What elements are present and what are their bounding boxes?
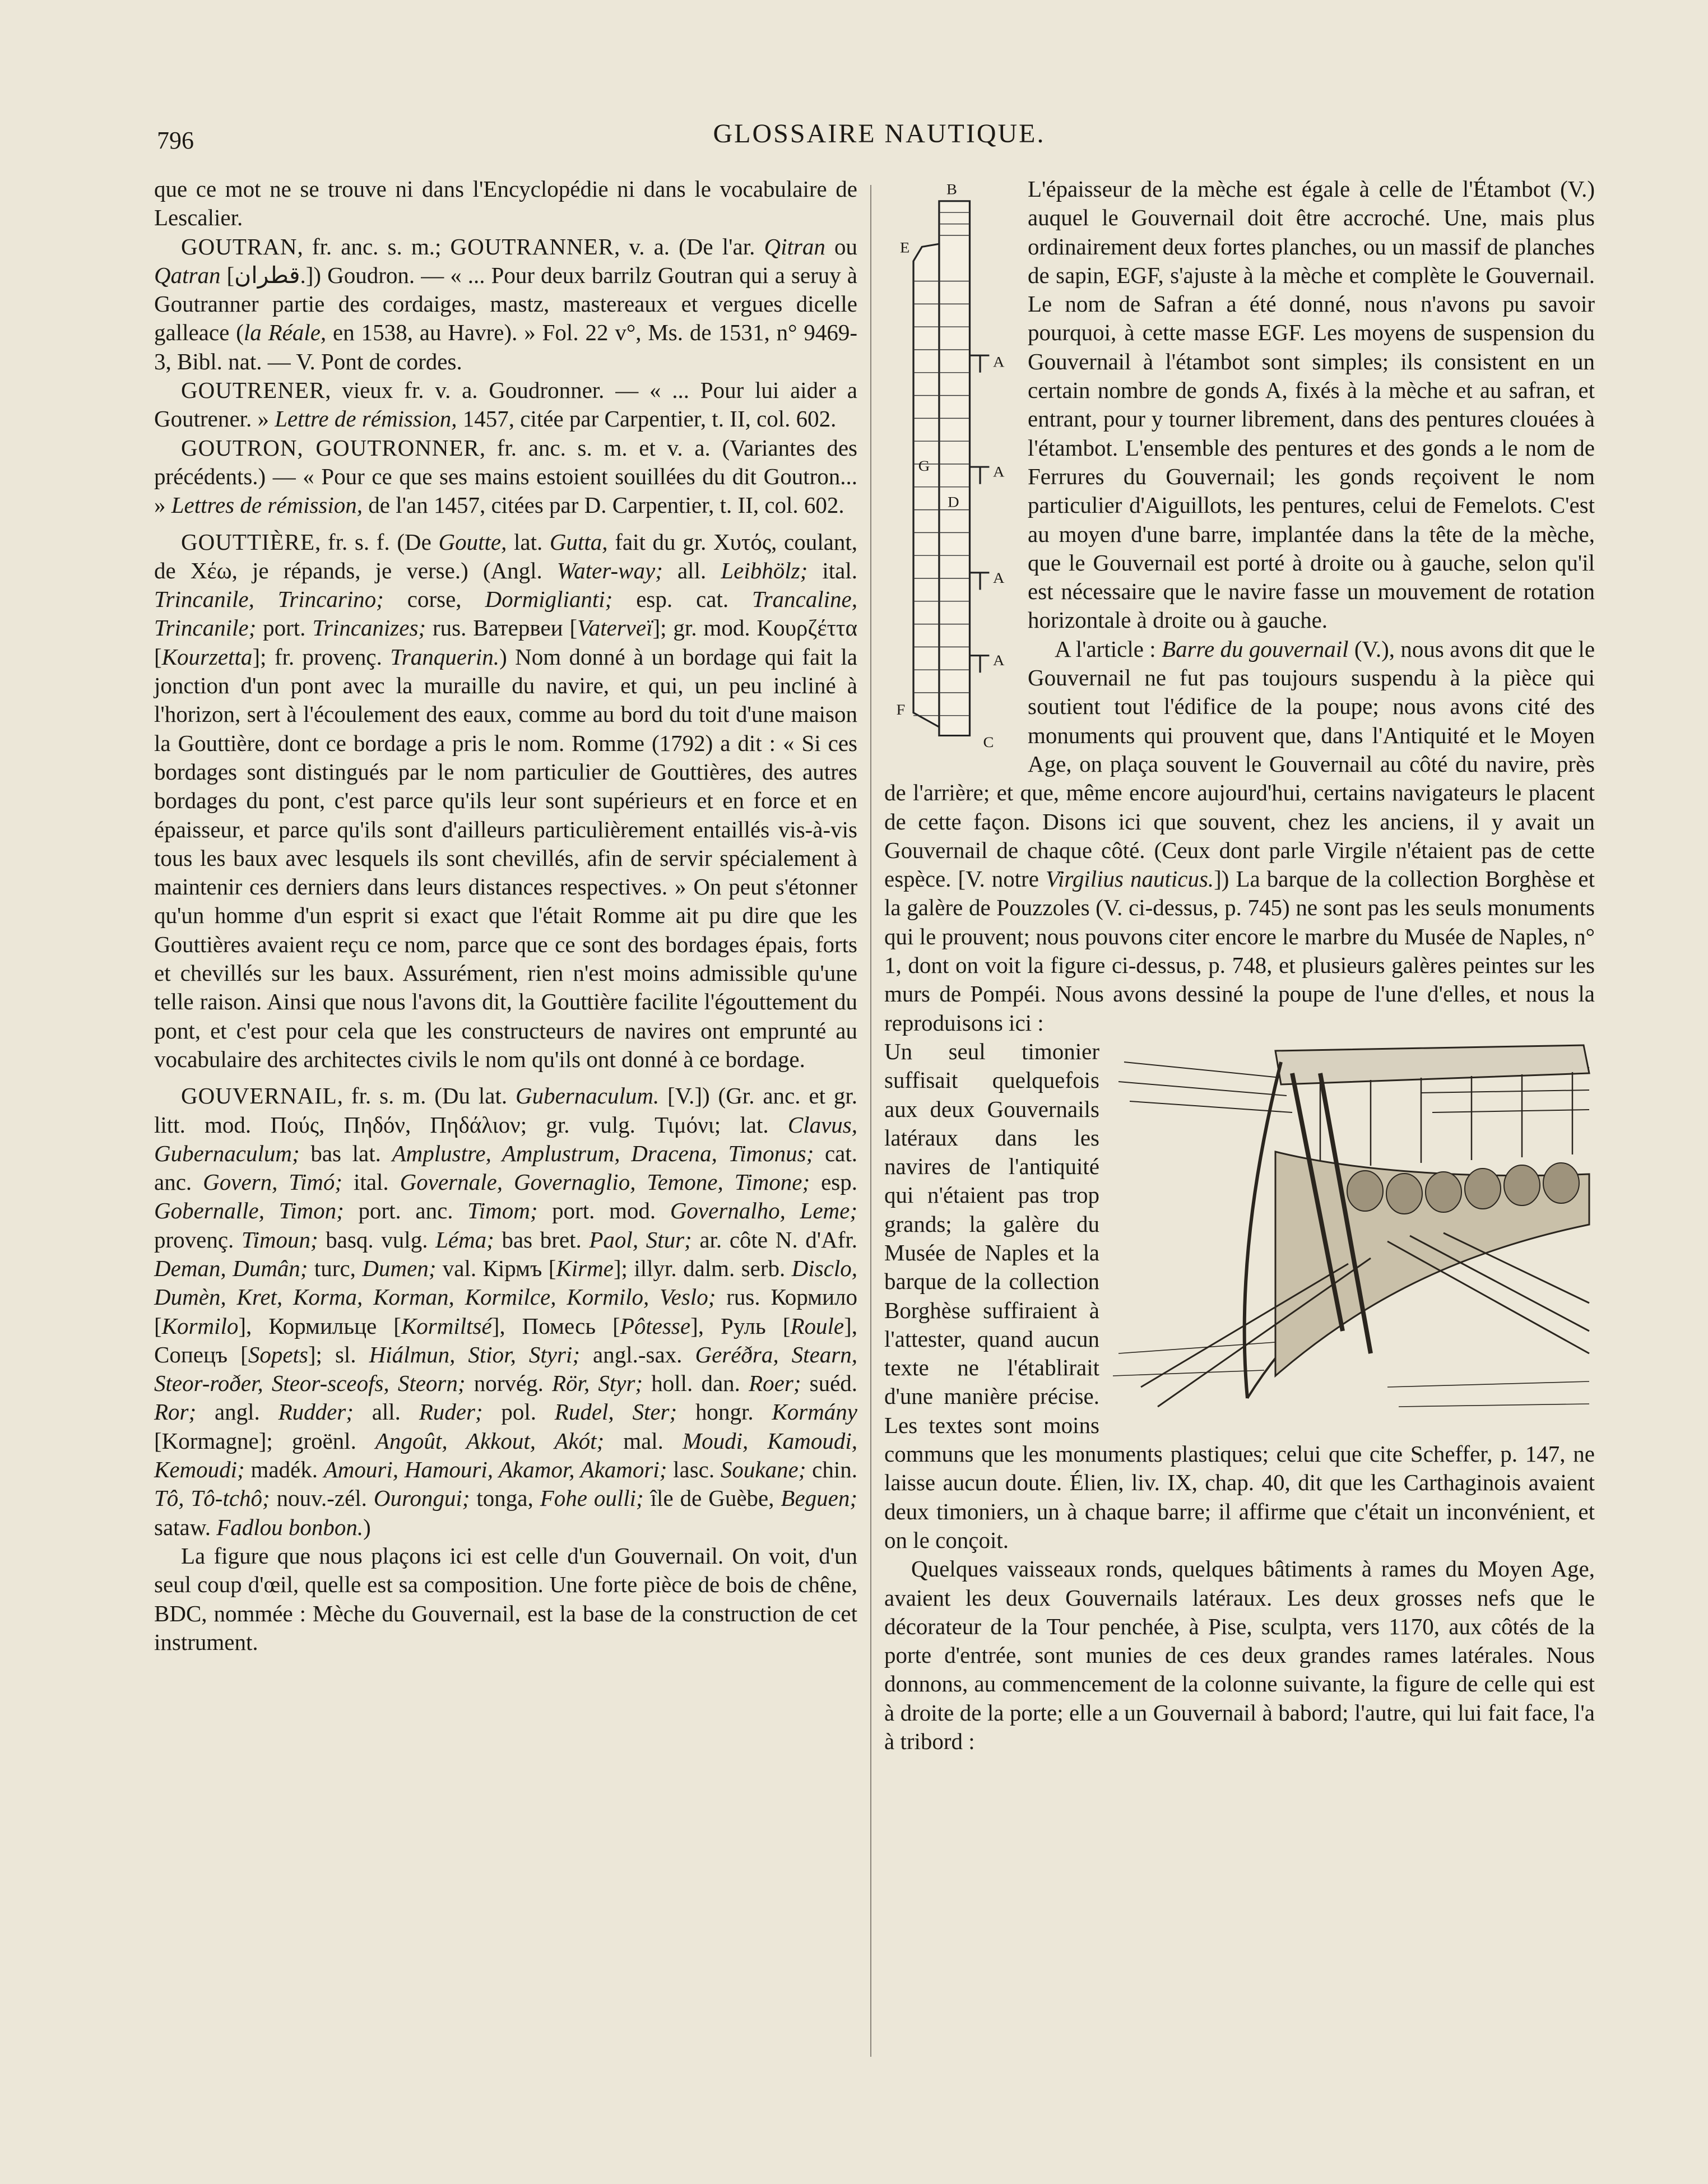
entry-gouvernail: GOUVERNAIL, fr. s. m. (Du lat. Gubernaculum. [V.]) (Gr. anc. et gr. litt. mod. Πούς, Πηδόν, Πηδάλιον; gr. vulg. Τιμόνι; lat. Clavus, Gubernaculum; bas lat. Amplustre, Amplustrum, Dracena, Timonus; cat. anc. Govern, Timó; ital. Governale, Governaglio, Temone, Timone; esp. Gobernalle, Timon; port. anc. Timom; port. mod. Governalho, Leme; provenç. Timoun; basq. vulg. Léma; bas bret. Paol, Stur; ar. côte N. d'Afr. Deman, Dumân; turc, Dumen; val. Кірмъ [Kirme]; illyr. dalm. serb. Disclo, Dumèn, Kret, Korma, Korman, Kormilce, Kormilo, Veslo; rus. Кормило [Kormilo], Кормильце [Kormiltsé], Помесь [Pôtesse], Руль [Roule], Сопецъ [Sopets]; sl. Hiálmun, Stior, Styri; angl.-sax. Geréðra, Stearn, Steor-roðer, Steor-sceofs, Steorn; norvég. Rör, Styr; holl. dan. Roer; suéd. Ror; angl. Rudder; all. Ruder; pol. Rudel, Ster; hongr. Kormány [Kormagne]; groënl. Angoût, Akkout, Akót; mal. Moudi, Kamoudi, Kemoudi; madék. Amouri, Hamouri, Akamor, Akamori; lasc. Soukane; chin. Tô, Tô-tchô; nouv.-zél. Ourongui; tonga, Fohe oulli; île de Guèbe, Beguen; sataw. Fadlou bonbon.) (154, 1083, 858, 1540)
paragraph-rudder-description: L'épaisseur de la mèche est égale à celle de l'Étambot (V.) auquel le Gouvernail doit être accroché. Une, mais plus ordinairement deux fortes planches, ou un massif de planches de sapin, EGF, s'ajuste à la mèche et complète le Gouvernail. Le nom de Safran a été donné, nous n'avons pu savoir pourquoi, à cette masse EGF. Les moyens de suspension du Gouvernail à l'étambot sont simples; ils consistent en un certain nombre de gonds A, fixés à la mèche et au safran, et entrant, pour y tourner librement, dans des pentures clouées à l'étambot. L'ensemble des pentures et des gonds a le nom de Ferrures du Gouvernail; les gonds reçoivent le nom particulier d'Aiguillots, les pentures, celui de Femelots. C'est au moyen d'une barre, implantée dans la tête de la mèche, que le Gouvernail est porté à droite ou à gauche, selon qu'il est nécessaire que le navire fasse un mouvement de rotation horizontale à droite ou à gauche. (1028, 176, 1595, 633)
rudder-svg (873, 178, 1020, 750)
left-column (154, 175, 857, 2092)
rudder-pintles (969, 355, 989, 673)
label-a-2: A (992, 463, 1005, 480)
page-title: GLOSSAIRE NAUTIQUE. (713, 119, 1046, 149)
entry-goutrener: GOUTRENER, vieux fr. v. a. Goudronner. — « ... Pour lui aider a Goutrener. » Lettre de rémission, 1457, citée par Carpentier, t. II, col. 602. (154, 377, 857, 432)
page-number: 796 (157, 127, 194, 154)
label-a-4: A (992, 652, 1005, 669)
rudder-blade (913, 244, 939, 727)
galley-drawing (1113, 1045, 1589, 1407)
entry-headword: GOUTRENER (181, 377, 326, 404)
paragraph-helmsman: Un seul timonier suffisait quelquefois aux deux Gouvernails latéraux dans les navires de l'antiquité qui n'étaient pas trop grands; la galère du Musée de Naples et la barque de la collection Borghèse suffiraient à l'attester, quand aucun texte ne l'établirait d'une manière précise. Les textes sont moins communs que les monuments plastiques; celui que cite Scheffer, p. 147, ne laisse aucun doute. Élien, liv. IX, chap. 40, dit que les Carthaginois avaient deux timoniers, un à chaque barre; il affirme que c'était un inconvénient, et on le conçoit. (884, 1038, 1595, 1553)
label-a-3: A (992, 569, 1005, 586)
galley-roof-posts (1320, 1072, 1572, 1168)
label-f: F (896, 701, 906, 718)
label-d: D (948, 494, 959, 511)
paragraph-middle-ages: Quelques vaisseaux ronds, quelques bâtiments à rames du Moyen Age, avaient les deux Gouvernails latéraux. Les deux grosses nefs que le décorateur de la Tour penchée, à Pise, sculpta, vers 1170, aux côtés de la porte d'entrée, sont munies de ces deux grandes rames latérales. Nous donnons, au commencement de la colonne suivante, la figure de celle qui est à droite de la porte; elle a un Gouvernail à babord; l'autre, qui lui fait face, l'a à tribord : (884, 1556, 1595, 1755)
column-rule (870, 185, 871, 2057)
galley-stern-engraving (1107, 1040, 1595, 1418)
label-a-1: A (992, 354, 1005, 370)
galley-sea-lines (1113, 1342, 1589, 1407)
entry-gouttiere: GOUTTIÈRE, fr. s. f. (De Goutte, lat. Gutta, fait du gr. Χυτός, coulant, de Χέω, je répands, je verse.) (Angl. Water-way; all. Leibhölz; ital. Trincanile, Trincarino; corse, Dormiglianti; esp. cat. Trancaline, Trincanile; port. Trincanizes; rus. Ватервеи [Vaterveï]; gr. mod. Κουρζέττα [Kourzetta]; fr. provenç. Tranquerin.) Nom donné à un bordage qui fait la jonction d'un pont avec la muraille du navire, et qui, un peu incliné à l'horizon, sert à l'écoulement des eaux, comme au bord du toit d'une maison la Gouttière, dont ce bordage a pris le nom. Romme (1792) a dit : « Si ces bordages sont distingués par le nom particulier de Gouttières, des autres bordages du pont, c'est parce qu'ils leur sont supérieurs et en force et en épaisseur, et parce qu'ils sont d'ailleurs particulièrement entaillés vis-à-vis tous les baux avec lesquels ils sont chevillés, afin de servir spécialement à maintenir ces derniers dans leurs distances respectives. » On peut s'étonner qu'un homme d'un esprit si exact que l'était Romme ait pu dire que les Gouttières avaient reçu ce nom, parce que ce sont des bordages épais, forts et chevillés sur les baux. Assurément, rien n'est moins admissible qu'une telle raison. Ainsi que nous l'avons dit, la Gouttière facilite l'égouttement du pont, et c'est pour cela que les constructeurs de navires ont emprunté au vocabulaire des architectes civils le nom qu'ils ont donné à ce bordage. (154, 528, 858, 1072)
running-header (151, 115, 1607, 154)
entry-headword: GOUTRON, GOUTRONNER (181, 434, 480, 461)
label-b: B (946, 181, 957, 198)
paragraph-figure-intro: La figure que nous plaçons ici est celle d'un Gouvernail. On voit, d'un seul coup d'œil, quelle est sa composition. Une forte pièce de bois de chêne, BDC, nommée : Mèche du Gouvernail, est la base de la construction de cet instrument. (154, 1542, 857, 1655)
entry-goutran: GOUTRAN, fr. anc. s. m.; GOUTRANNER, v. a. (De l'ar. Qitran ou Qatran [قطران.]) Goudron. — « ... Pour deux barrilz Goutran qui a seruy à Goutranner partie des cordaiges, mastz, mastereaux et vergues dicelle galleace (la Réale, en 1538, au Havre). » Fol. 22 v°, Ms. de 1531, n° 9469-3, Bibl. nat. — V. Pont de cordes. (154, 233, 857, 374)
entry-goutron: GOUTRON, GOUTRONNER, fr. anc. s. m. et v. a. (Variantes des précédents.) — « Pour ce que ses mains estoient souillées du dit Goutron... » Lettres de rémission, de l'an 1457, citées par D. Carpentier, t. II, col. 602. (154, 434, 857, 518)
entry-headword: GOUTRANNER (450, 233, 614, 259)
label-e: E (900, 239, 910, 256)
rudder-diagram (873, 178, 1020, 750)
paragraph-continuation: que ce mot ne se trouve ni dans l'Encyclopédie ni dans le vocabulaire de Lescalier. (154, 176, 857, 231)
right-column (884, 175, 1595, 2024)
galley-svg (1107, 1040, 1595, 1418)
entry-headword: GOUVERNAIL (181, 1083, 337, 1109)
paragraph-lateral-rudders: A l'article : Barre du gouvernail (V.), nous avons dit que le Gouvernail ne fut pas toujours suspendu à la pièce qui soutient tout l'édifice de la poupe; nous avons cité des monuments qui prouvent que, dans l'Antiquité et le Moyen Age, on plaça souvent le Gouvernail au côté du navire, près de l'arrière; et que, même encore aujourd'hui, certains navigateurs le placent de cette façon. Disons ici que souvent, chez les anciens, il y avait un Gouvernail de chaque côté. (Ceux dont parle Virgile n'étaient pas de cette espèce. [V. notre Virgilius nauticus.]) La barque de la collection Borghèse et la galère de Pouzzoles (V. ci-dessus, p. 745) ne sont pas les seuls monuments qui le prouvent; nous pouvons citer encore le marbre du Musée de Naples, n° 1, dont on voit la figure ci-dessus, p. 748, et plusieurs galères peintes sur les murs de Pompéi. Nous avons dessiné la poupe de l'une d'elles, et nous la reproduisons ici : (884, 636, 1595, 1036)
entry-headword: GOUTTIÈRE (181, 528, 315, 555)
label-g: G (918, 458, 930, 475)
entry-headword: GOUTRAN (181, 233, 298, 259)
label-c: C (983, 734, 994, 750)
